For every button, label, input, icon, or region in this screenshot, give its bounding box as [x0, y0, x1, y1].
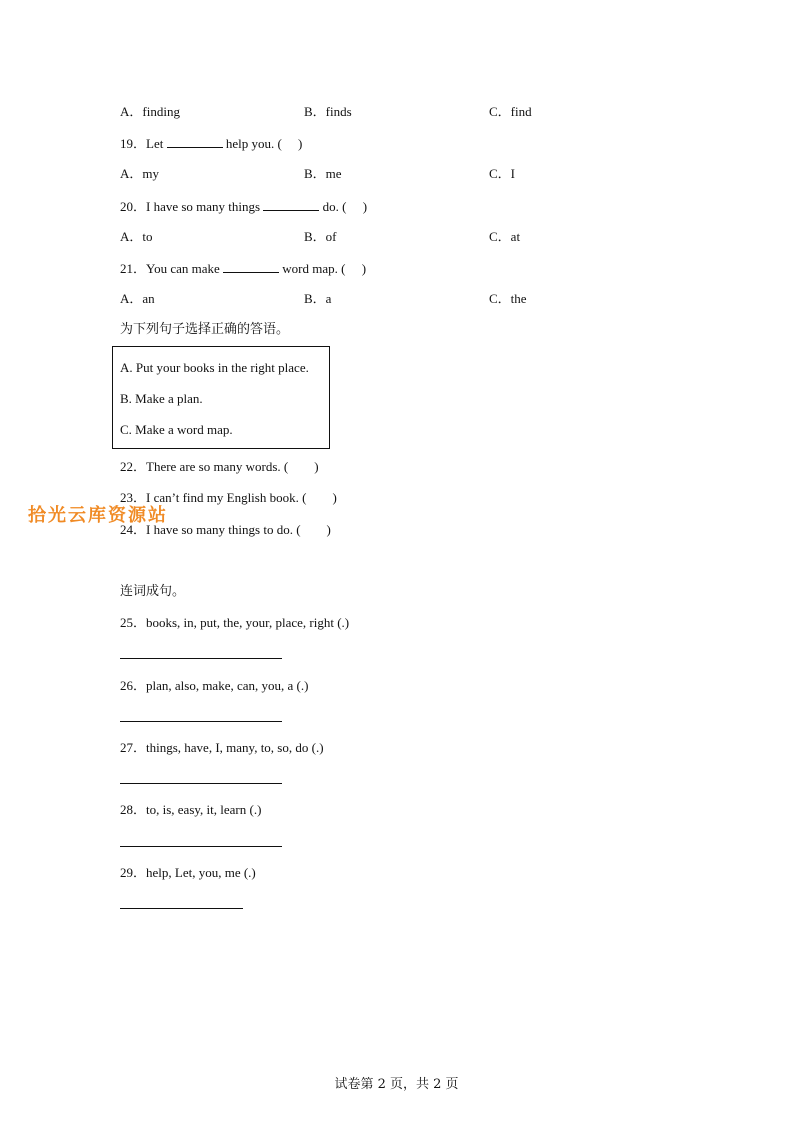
- q21-stem-pre: 21．You can make: [120, 261, 220, 276]
- q20-option-c: C．at: [489, 229, 521, 244]
- q19-option-b: B．me: [304, 166, 342, 181]
- q19-close: ): [298, 136, 303, 151]
- q18-option-c: C．find: [489, 104, 532, 119]
- order-question-29: 29．help, Let, you, me (.): [120, 865, 256, 880]
- q21-option-c: C．the: [489, 291, 527, 306]
- q19-blank: [167, 135, 223, 148]
- q21-blank: [223, 260, 279, 273]
- q21-option-a: A．an: [120, 291, 155, 306]
- q20-stem-post: do. (: [322, 199, 347, 214]
- order-question-26: 26．plan, also, make, can, you, a (.): [120, 678, 309, 693]
- q19-stem-post: help you. (: [225, 136, 282, 151]
- section-heading-choose: 为下列句子选择正确的答语。: [120, 322, 290, 337]
- answer-box-item-b: B. Make a plan.: [120, 391, 203, 406]
- order-question-27: 27．things, have, I, many, to, so, do (.): [120, 740, 324, 755]
- q21-stem: [120, 260, 366, 277]
- q19-stem: [120, 135, 302, 152]
- q18-option-a: A．finding: [120, 104, 180, 119]
- answer-line-29: [120, 908, 243, 909]
- q21-stem-post: word map. (: [282, 261, 346, 276]
- match-question-23-close: ): [332, 490, 337, 505]
- q19-stem-pre: 19．Let: [120, 136, 164, 151]
- page-footer: 试卷第 2 页，共 2 页: [334, 1077, 459, 1092]
- answer-line-25: [120, 658, 282, 659]
- q18-option-b: B．finds: [304, 104, 352, 119]
- match-question-23: [120, 490, 337, 506]
- answer-line-26: [120, 721, 282, 722]
- q20-stem: [120, 198, 367, 215]
- q19-option-c: C．I: [489, 166, 516, 181]
- q20-close: ): [362, 199, 368, 214]
- match-question-23-text: 23．I can’t find my English book. (: [120, 490, 307, 505]
- order-question-25: 25．books, in, put, the, your, place, right (.): [120, 615, 350, 630]
- match-question-22: [120, 459, 319, 475]
- q20-stem-pre: 20．I have so many things: [120, 199, 261, 214]
- q20-option-b: B．of: [304, 229, 337, 244]
- answer-line-28: [120, 846, 282, 847]
- order-question-28: 28．to, is, easy, it, learn (.): [120, 802, 262, 817]
- match-question-24-close: ): [326, 522, 331, 537]
- q20-blank: [263, 198, 319, 211]
- q20-option-a: A．to: [120, 229, 153, 244]
- match-question-22-text: 22．There are so many words. (: [120, 459, 289, 474]
- match-question-24-text: 24．I have so many things to do. (: [120, 522, 301, 537]
- answer-box-item-c: C. Make a word map.: [120, 422, 233, 437]
- match-question-22-close: ): [314, 459, 319, 474]
- answer-line-27: [120, 783, 282, 784]
- q21-option-b: B．a: [304, 291, 332, 306]
- q21-close: ): [361, 261, 367, 276]
- watermark-text: 拾光云库资源站: [28, 505, 168, 526]
- section-heading-order: 连词成句。: [120, 584, 186, 599]
- q19-option-a: A．my: [120, 166, 160, 181]
- answer-box-item-a: A. Put your books in the right place.: [120, 360, 309, 375]
